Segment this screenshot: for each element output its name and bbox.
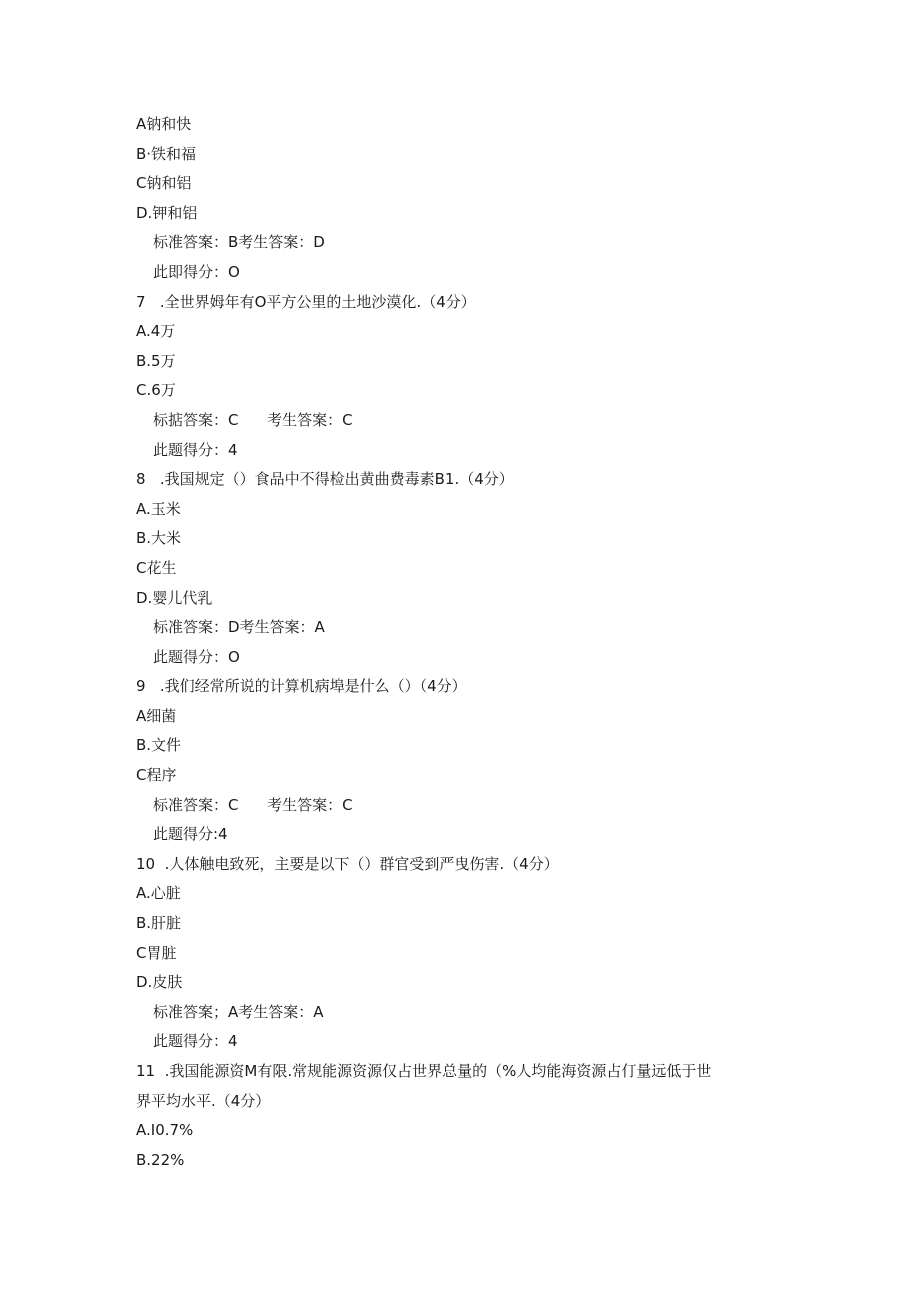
score-line: 此题得分：4 [153,440,238,459]
score-line: 此题得分：O [153,647,240,666]
text-line: A钠和快 [136,115,192,133]
option-line: C花生 [136,558,177,577]
score-line: 此题得分：4 [153,1032,238,1051]
option-line: C.6万 [136,381,176,400]
option-line: A细菌 [136,706,177,725]
option-line: A.I0.7% [136,1121,194,1140]
option-line: A.心脏 [136,884,181,903]
answer-line: 标准答案：D考生答案：A [153,618,325,637]
question-line: 8 .我国规定（）食品中不得检出黄曲费毒素B1.（4分） [136,470,514,489]
answer-line: 标掂答案：C 考生答案：C [153,410,353,429]
option-line: B.大米 [136,529,182,548]
answer-line: 标准答案：C 考生答案：C [153,795,353,814]
question-line: 10 .人体触电致死，主要是以下（）群官受到严曳伤害.（4分） [136,854,559,873]
question-line: 11 .我国能源资M有限.常规能源资源仅占世界总量的（%人均能海资源占仃量远低于世 [136,1062,712,1080]
option-line: C程序 [136,766,177,785]
option-line: B.22% [136,1150,185,1169]
score-line: 此题得分:4 [153,825,228,844]
score-line: 此即得分：O [153,262,240,281]
text-line: C钠和铝 [136,174,192,193]
option-line: D.婴儿代乳 [136,588,213,607]
answer-line: 标准答案：B考生答案：D [153,233,325,252]
option-line: A.4万 [136,322,176,341]
question-line: 9 .我们经常所说的计算机病埠是什么（）（4分） [136,677,467,696]
option-line: B.文件 [136,736,182,755]
question-line-continued: 界平均水平.（4分） [136,1091,271,1110]
option-line: B.肝脏 [136,914,182,933]
question-line: 7 .全世界姆年有O平方公里的土地沙漠化.（4分） [136,292,476,311]
option-line: D.皮肤 [136,973,183,992]
text-line: B·铁和福 [136,144,197,163]
option-line: B.5万 [136,351,176,370]
option-line: C胃脏 [136,943,177,962]
answer-line: 标准答案；A考生答案：A [153,1002,324,1021]
option-line: A.玉米 [136,499,181,518]
text-line: D.钾和铝 [136,203,198,222]
question-list [136,110,776,1175]
